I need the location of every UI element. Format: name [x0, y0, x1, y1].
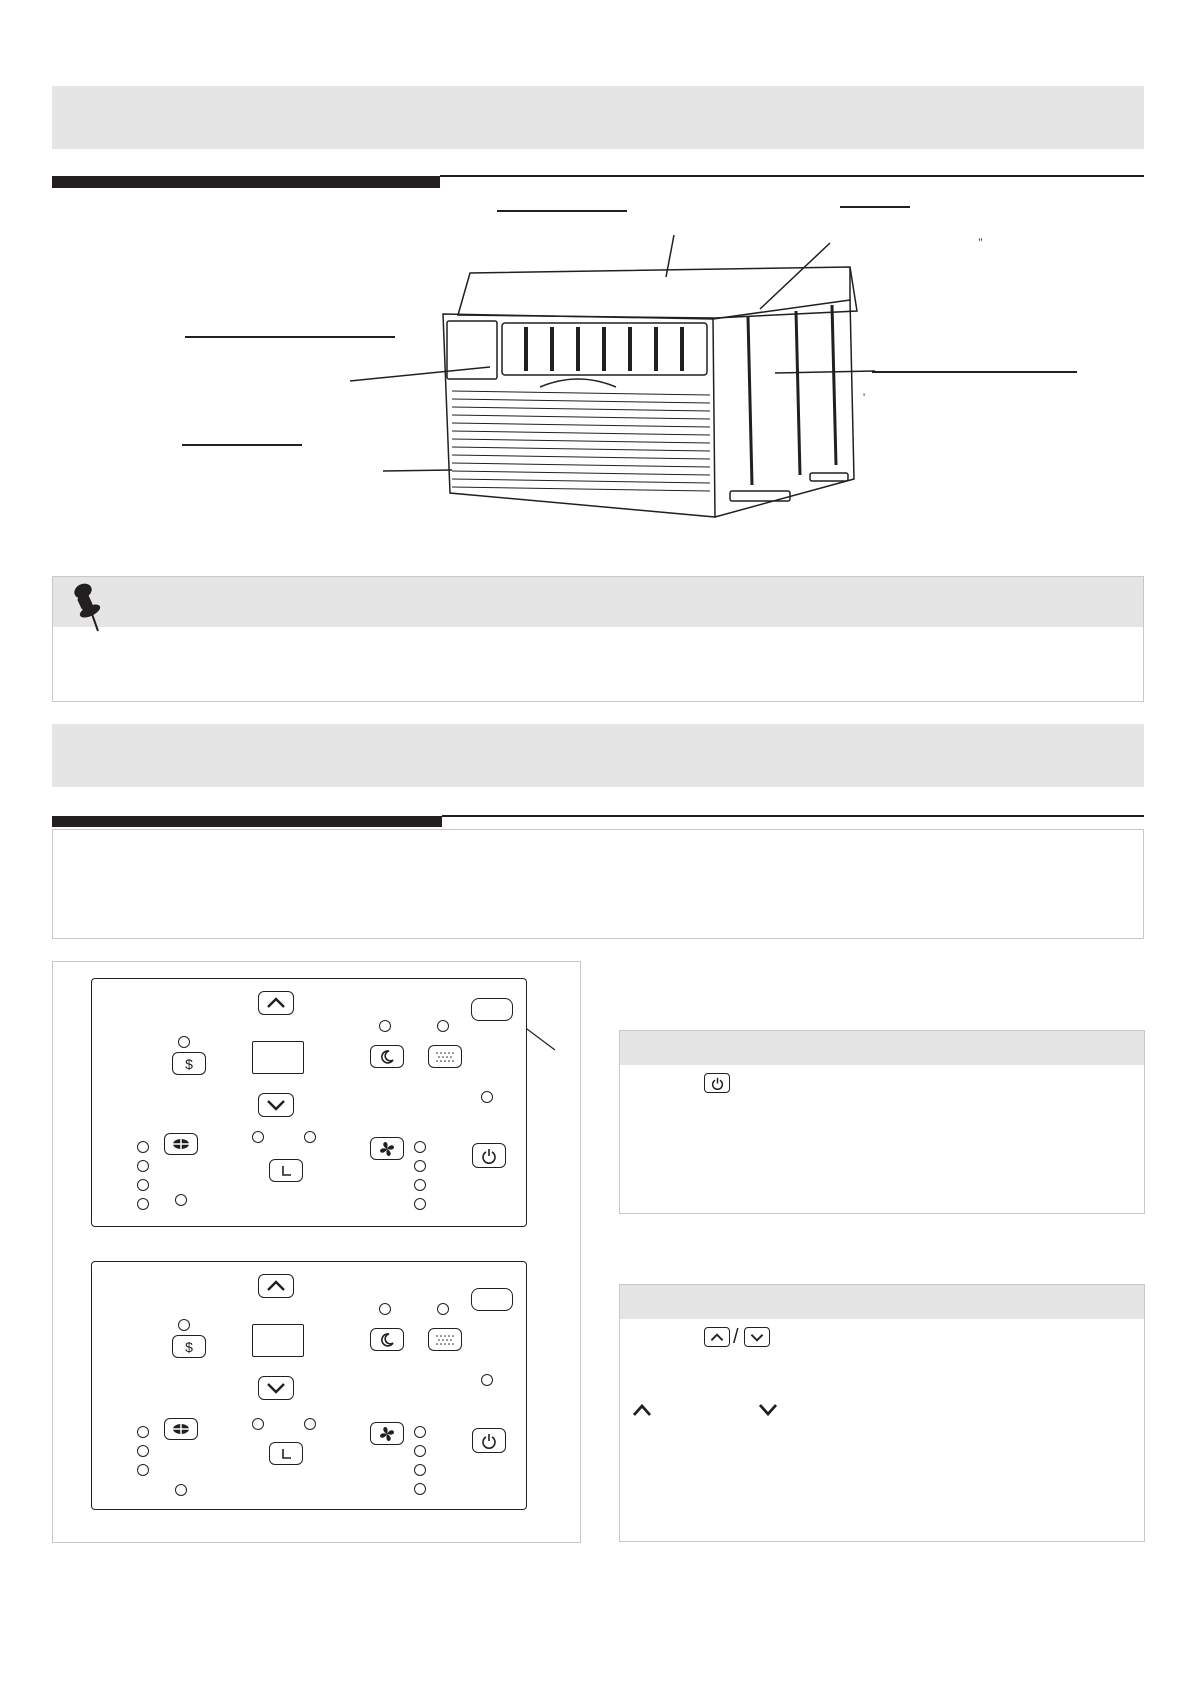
- timer-on-indicator-2: [252, 1418, 264, 1430]
- temperature-instructions-header: [620, 1285, 1144, 1319]
- chevron-down-icon: [758, 1403, 778, 1417]
- power-button[interactable]: [472, 1143, 506, 1168]
- chevron-down-icon: [750, 1333, 764, 1342]
- power-button-2[interactable]: [472, 1428, 506, 1453]
- timer-off-indicator-2: [304, 1418, 316, 1430]
- temp-up-button[interactable]: [258, 991, 294, 1015]
- temperature-display: [252, 1041, 304, 1074]
- timer-on-indicator: [252, 1131, 264, 1143]
- section-rule-thin-top: [440, 175, 1144, 177]
- filter-indicator-2: [437, 1303, 449, 1315]
- chevron-up-icon: [632, 1403, 652, 1417]
- mode-indicator-5: [175, 1194, 187, 1206]
- callout-left-lower: [383, 470, 452, 471]
- power-icon: [481, 1148, 497, 1164]
- mode-button-2[interactable]: [164, 1418, 198, 1440]
- callout-right: [775, 371, 875, 373]
- remote-sensor-window: [471, 998, 513, 1021]
- stray-mark-quote: ": [978, 235, 983, 249]
- power-icon: [711, 1077, 724, 1090]
- power-instructions-header: [620, 1031, 1144, 1065]
- mode-indicator-2-2: [137, 1445, 149, 1457]
- pushpin-icon: [65, 581, 105, 633]
- fan-indicator-2-3: [414, 1464, 426, 1476]
- air-conditioner-drawing: [160, 195, 1100, 530]
- stray-mark-apostrophe: ': [863, 390, 866, 404]
- mode-indicator-2-4: [175, 1484, 187, 1496]
- mode-indicator-1: [137, 1141, 149, 1153]
- energy-saver-indicator-2: [178, 1319, 190, 1331]
- control-panel-2: [91, 1261, 527, 1510]
- moon-icon: [379, 1049, 395, 1065]
- timer-button-2[interactable]: [269, 1442, 303, 1465]
- power-icon-inline: [704, 1073, 730, 1093]
- fan-icon: [378, 1140, 396, 1158]
- up-key-inline: [704, 1327, 730, 1347]
- chevron-up-icon: [266, 1280, 286, 1292]
- section-header-bar-middle: [52, 724, 1144, 787]
- clock-icon: [279, 1164, 293, 1178]
- dotted-square-icon: [434, 1050, 456, 1064]
- mode-icon: [172, 1138, 190, 1150]
- fan-indicator-2-1: [414, 1426, 426, 1438]
- fan-indicator-2-4: [414, 1483, 426, 1495]
- mode-icon: [172, 1423, 190, 1435]
- energy-saver-button[interactable]: [172, 1052, 206, 1075]
- temperature-instructions-box: [619, 1284, 1145, 1542]
- dollar-icon: $: [185, 1055, 193, 1072]
- power-icon: [481, 1433, 497, 1449]
- mode-button[interactable]: [164, 1133, 198, 1155]
- fan-indicator-1: [414, 1141, 426, 1153]
- fan-indicator-2-2: [414, 1445, 426, 1457]
- chevron-down-icon: [266, 1099, 286, 1111]
- temp-up-button-2[interactable]: [258, 1274, 294, 1298]
- filter-indicator: [437, 1020, 449, 1032]
- energy-saver-button-2[interactable]: [172, 1335, 206, 1358]
- sleep-button[interactable]: [370, 1045, 404, 1068]
- down-key-inline: [744, 1327, 770, 1347]
- fan-icon: [378, 1425, 396, 1443]
- control-panel-1: [91, 978, 527, 1227]
- intro-text-box: [52, 829, 1144, 939]
- mode-indicator-2: [137, 1160, 149, 1172]
- section-header-bar-top: [52, 86, 1144, 149]
- chevron-down-icon: [266, 1382, 286, 1394]
- power-instructions-box: [619, 1030, 1145, 1214]
- dollar-icon: $: [185, 1338, 193, 1355]
- filter-button[interactable]: [428, 1045, 462, 1068]
- callout-top-center: [666, 235, 674, 277]
- note-header-bar: [53, 577, 1143, 627]
- mode-indicator-2-3: [137, 1464, 149, 1476]
- check-filter-indicator-2: [481, 1374, 493, 1386]
- fan-indicator-2: [414, 1160, 426, 1172]
- control-panels-figure-box: [52, 961, 581, 1543]
- section-rule-thin-middle: [442, 815, 1144, 817]
- slash-separator: /: [733, 1326, 739, 1348]
- fan-speed-button-2[interactable]: [370, 1422, 404, 1445]
- temp-down-button-2[interactable]: [258, 1376, 294, 1400]
- filter-button-2[interactable]: [428, 1328, 462, 1351]
- air-conditioner-figure: [160, 195, 1100, 530]
- fan-indicator-4: [414, 1198, 426, 1210]
- timer-button[interactable]: [269, 1159, 303, 1182]
- timer-off-indicator: [304, 1131, 316, 1143]
- sleep-button-2[interactable]: [370, 1328, 404, 1351]
- check-filter-indicator: [481, 1091, 493, 1103]
- moon-icon: [379, 1332, 395, 1348]
- fan-indicator-3: [414, 1179, 426, 1191]
- note-box: [52, 576, 1144, 702]
- sleep-indicator-2: [379, 1303, 391, 1315]
- chevron-up-icon: [710, 1333, 724, 1342]
- section-rule-thick-top: [52, 176, 440, 188]
- temperature-display-2: [252, 1324, 304, 1357]
- fan-speed-button[interactable]: [370, 1137, 404, 1160]
- sleep-indicator: [379, 1020, 391, 1032]
- temp-down-button[interactable]: [258, 1093, 294, 1117]
- mode-indicator-3: [137, 1179, 149, 1191]
- mode-indicator-4: [137, 1198, 149, 1210]
- energy-saver-indicator: [178, 1036, 190, 1048]
- chevron-up-icon: [266, 997, 286, 1009]
- callout-top-right: [760, 243, 830, 309]
- section-rule-thick-middle: [52, 816, 442, 827]
- mode-indicator-2-1: [137, 1426, 149, 1438]
- remote-sensor-window-2: [471, 1288, 513, 1311]
- dotted-square-icon: [434, 1333, 456, 1347]
- clock-icon: [279, 1447, 293, 1461]
